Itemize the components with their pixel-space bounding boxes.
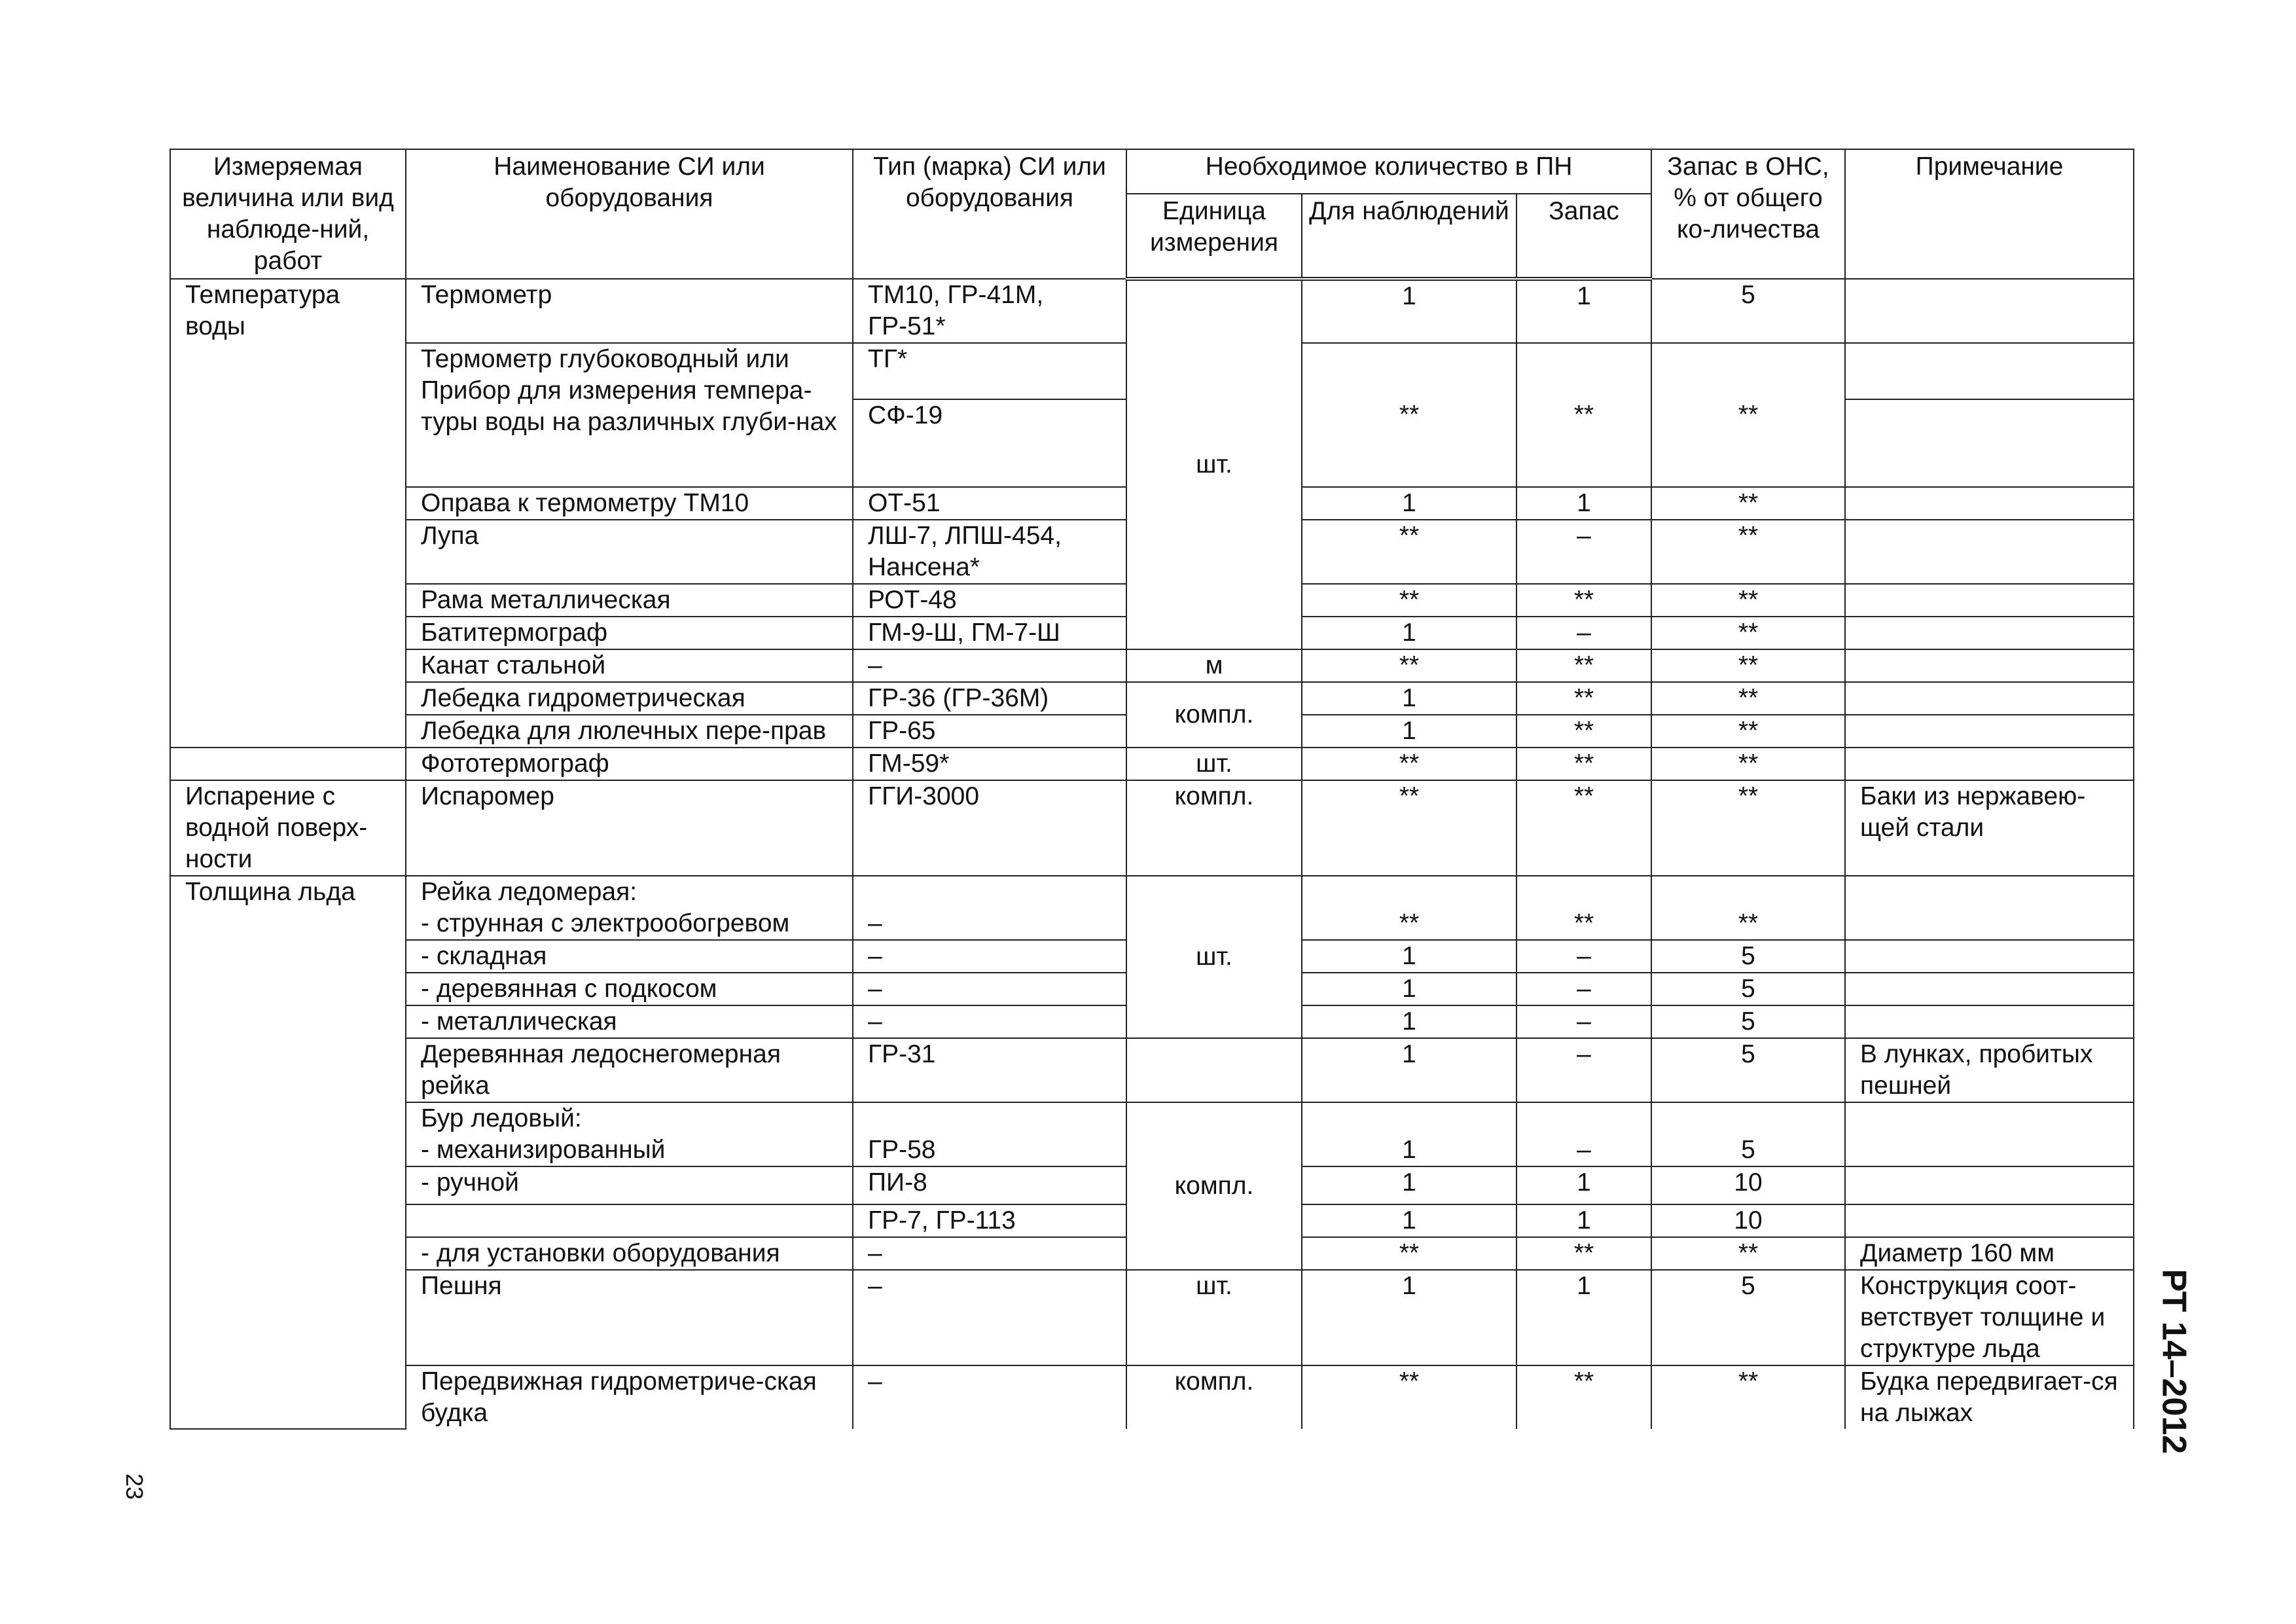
header-required-quantity: Необходимое количество в ПН (1126, 149, 1651, 194)
item-reserve: – (1516, 1038, 1651, 1102)
item-name: Пешня (406, 1270, 853, 1365)
table-row (170, 649, 2134, 682)
item-obs: 1 (1302, 279, 1516, 343)
document-code: РТ 14–2012 (2155, 1269, 2193, 1454)
item-ons: ** (1651, 617, 1845, 649)
item-note (1845, 617, 2134, 649)
item-name: Лебедка гидрометрическая (406, 682, 853, 715)
item-ons: ** (1651, 780, 1845, 876)
item-note (1845, 1166, 2134, 1204)
item-ons: ** (1651, 584, 1845, 617)
item-name: Деревянная ледоснегомерная рейка (406, 1038, 853, 1102)
item-reserve: 1 (1516, 1270, 1651, 1365)
table-row (170, 1102, 2134, 1166)
section-water-temperature-cont (170, 748, 406, 780)
item-ons: 5 (1651, 940, 1845, 973)
item-note (1845, 343, 2134, 399)
item-ons: 5 (1651, 973, 1845, 1005)
item-unit: шт. (1126, 1270, 1302, 1365)
item-type: СФ-19 (853, 399, 1126, 487)
item-type: ГР-58 (853, 1102, 1126, 1166)
item-note (1845, 682, 2134, 715)
item-ons: 5 (1651, 279, 1845, 343)
item-note: В лунках, пробитых пешней (1845, 1038, 2134, 1102)
item-note (1845, 940, 2134, 973)
table-row (170, 748, 2134, 780)
item-note (1845, 1204, 2134, 1237)
item-name: - складная (406, 940, 853, 973)
table-row (170, 1365, 2134, 1429)
item-note (1845, 399, 2134, 487)
item-obs: ** (1302, 343, 1516, 487)
item-type: ГР-36 (ГР-36М) (853, 682, 1126, 715)
item-obs: ** (1302, 1237, 1516, 1270)
item-note (1845, 1005, 2134, 1038)
item-name: - для установки оборудования (406, 1237, 853, 1270)
item-ons: ** (1651, 520, 1845, 584)
table-row (170, 1270, 2134, 1365)
table-row (170, 682, 2134, 715)
item-name (406, 876, 853, 940)
item-type: – (853, 1365, 1126, 1429)
item-obs: 1 (1302, 617, 1516, 649)
header-note: Примечание (1845, 149, 2134, 279)
item-type: ГР-7, ГР-113 (853, 1204, 1126, 1237)
item-name: Батитермограф (406, 617, 853, 649)
item-name: Испаромер (406, 780, 853, 876)
item-note (1845, 279, 2134, 343)
item-type: – (853, 973, 1126, 1005)
item-ons: ** (1651, 1365, 1845, 1429)
item-ons: ** (1651, 748, 1845, 780)
item-name: Оправа к термометру ТМ10 (406, 487, 853, 520)
table-row (170, 1038, 2134, 1102)
item-reserve: – (1516, 1102, 1651, 1166)
item-type: ГР-65 (853, 715, 1126, 748)
item-reserve: – (1516, 940, 1651, 973)
page-number: 23 (121, 1473, 149, 1500)
item-obs: ** (1302, 876, 1516, 940)
item-type: ТМ10, ГР-41М, ГР-51* (853, 279, 1126, 343)
item-reserve: – (1516, 973, 1651, 1005)
item-unit: шт. (1126, 279, 1302, 649)
header-equipment-name: Наименование СИ или оборудования (406, 149, 853, 279)
item-note: Будка передвигает-ся на лыжах (1845, 1365, 2134, 1429)
item-note: Диаметр 160 мм (1845, 1237, 2134, 1270)
section-ice-thickness: Толщина льда (170, 876, 406, 1429)
item-reserve: ** (1516, 343, 1651, 487)
item-group-label: Бур ледовый: (421, 1104, 582, 1132)
item-reserve: ** (1516, 1237, 1651, 1270)
item-ons: ** (1651, 682, 1845, 715)
item-name: Лебедка для люлечных пере-прав (406, 715, 853, 748)
table-row (170, 279, 2134, 343)
item-unit: компл. (1126, 1102, 1302, 1270)
header-unit: Единица измерения (1126, 194, 1302, 279)
item-reserve: 1 (1516, 487, 1651, 520)
item-obs: 1 (1302, 682, 1516, 715)
item-name (406, 1204, 853, 1237)
item-obs: 1 (1302, 973, 1516, 1005)
item-reserve: ** (1516, 780, 1651, 876)
item-reserve: ** (1516, 649, 1651, 682)
item-type: – (853, 1270, 1126, 1365)
item-name: - металлическая (406, 1005, 853, 1038)
item-obs: 1 (1302, 1102, 1516, 1166)
header-ons-reserve: Запас в ОНС, % от общего ко-личества (1651, 149, 1845, 279)
table-row (170, 780, 2134, 876)
item-obs: 1 (1302, 1270, 1516, 1365)
item-obs: 1 (1302, 1204, 1516, 1237)
item-name: - ручной (406, 1166, 853, 1204)
item-type: ГМ-59* (853, 748, 1126, 780)
item-type: – (853, 940, 1126, 973)
item-type: ОТ-51 (853, 487, 1126, 520)
item-ons: ** (1651, 715, 1845, 748)
item-note (1845, 487, 2134, 520)
item-reserve: ** (1516, 748, 1651, 780)
item-ons: 5 (1651, 1005, 1845, 1038)
item-obs: ** (1302, 780, 1516, 876)
item-type: ГР-31 (853, 1038, 1126, 1102)
item-reserve: ** (1516, 584, 1651, 617)
header-type: Тип (марка) СИ или оборудования (853, 149, 1126, 279)
item-group-label: Рейка ледомерая: (421, 878, 637, 906)
item-ons: 5 (1651, 1270, 1845, 1365)
header-measured-value: Измеряемая величина или вид наблюде-ний, работ (170, 149, 406, 279)
item-unit: компл. (1126, 780, 1302, 876)
item-type: ЛШ-7, ЛПШ-454, Нансена* (853, 520, 1126, 584)
item-obs: 1 (1302, 715, 1516, 748)
item-obs: 1 (1302, 1166, 1516, 1204)
section-evaporation: Испарение с водной поверх-ности (170, 780, 406, 876)
item-obs: 1 (1302, 1005, 1516, 1038)
item-name: Лупа (406, 520, 853, 584)
item-reserve: 1 (1516, 279, 1651, 343)
item-ons: ** (1651, 649, 1845, 682)
item-unit: компл. (1126, 682, 1302, 748)
item-name: Термометр (406, 279, 853, 343)
item-unit: м (1126, 649, 1302, 682)
equipment-table (170, 149, 2134, 1430)
item-type: РОТ-48 (853, 584, 1126, 617)
item-type: ТГ* (853, 343, 1126, 399)
item-note: Конструкция соот-ветствует толщине и структуре льда (1845, 1270, 2134, 1365)
item-reserve: ** (1516, 876, 1651, 940)
item-name: Рама металлическая (406, 584, 853, 617)
item-obs: ** (1302, 1365, 1516, 1429)
item-ons: ** (1651, 343, 1845, 487)
item-reserve: 1 (1516, 1204, 1651, 1237)
item-name: - деревянная с подкосом (406, 973, 853, 1005)
item-note (1845, 1102, 2134, 1166)
item-subname: - струнная с электрообогревом (421, 909, 790, 937)
item-type: ГМ-9-Ш, ГМ-7-Ш (853, 617, 1126, 649)
item-note (1845, 715, 2134, 748)
item-obs: ** (1302, 520, 1516, 584)
item-ons: 10 (1651, 1204, 1845, 1237)
item-reserve: ** (1516, 1365, 1651, 1429)
item-type: – (853, 1237, 1126, 1270)
item-unit: шт. (1126, 748, 1302, 780)
item-name: Передвижная гидрометриче-ская будка (406, 1365, 853, 1429)
header-for-observations: Для наблюдений (1302, 194, 1516, 279)
table-row (170, 876, 2134, 940)
item-type: ПИ-8 (853, 1166, 1126, 1204)
item-note (1845, 748, 2134, 780)
item-obs: ** (1302, 748, 1516, 780)
item-unit: шт. (1126, 876, 1302, 1038)
item-note (1845, 584, 2134, 617)
header-row-1 (170, 149, 2134, 194)
item-note (1845, 649, 2134, 682)
item-type: – (853, 649, 1126, 682)
item-ons: ** (1651, 1237, 1845, 1270)
item-ons: 10 (1651, 1166, 1845, 1204)
item-reserve: 1 (1516, 1166, 1651, 1204)
item-type: – (853, 876, 1126, 940)
item-note (1845, 876, 2134, 940)
item-name (406, 1102, 853, 1166)
item-ons: 5 (1651, 1038, 1845, 1102)
item-type: ГГИ-3000 (853, 780, 1126, 876)
item-reserve: – (1516, 520, 1651, 584)
item-type: – (853, 1005, 1126, 1038)
item-obs: 1 (1302, 940, 1516, 973)
item-name: Канат стальной (406, 649, 853, 682)
item-unit (1126, 1038, 1302, 1102)
item-unit: компл. (1126, 1365, 1302, 1429)
item-obs: 1 (1302, 1038, 1516, 1102)
item-reserve: – (1516, 617, 1651, 649)
item-obs: ** (1302, 584, 1516, 617)
item-ons: ** (1651, 876, 1845, 940)
item-reserve: ** (1516, 682, 1651, 715)
item-name: Фототермограф (406, 748, 853, 780)
item-reserve: – (1516, 1005, 1651, 1038)
item-subname: - механизированный (421, 1136, 666, 1164)
item-note (1845, 973, 2134, 1005)
item-note (1845, 520, 2134, 584)
section-water-temperature: Температура воды (170, 279, 406, 748)
item-obs: 1 (1302, 487, 1516, 520)
item-obs: ** (1302, 649, 1516, 682)
item-reserve: ** (1516, 715, 1651, 748)
item-ons: ** (1651, 487, 1845, 520)
item-note: Баки из нержавею-щей стали (1845, 780, 2134, 876)
header-reserve: Запас (1516, 194, 1651, 279)
item-name: Термометр глубоководный или Прибор для измерения темпера-туры воды на различных глуби-нах (406, 343, 853, 487)
item-ons: 5 (1651, 1102, 1845, 1166)
